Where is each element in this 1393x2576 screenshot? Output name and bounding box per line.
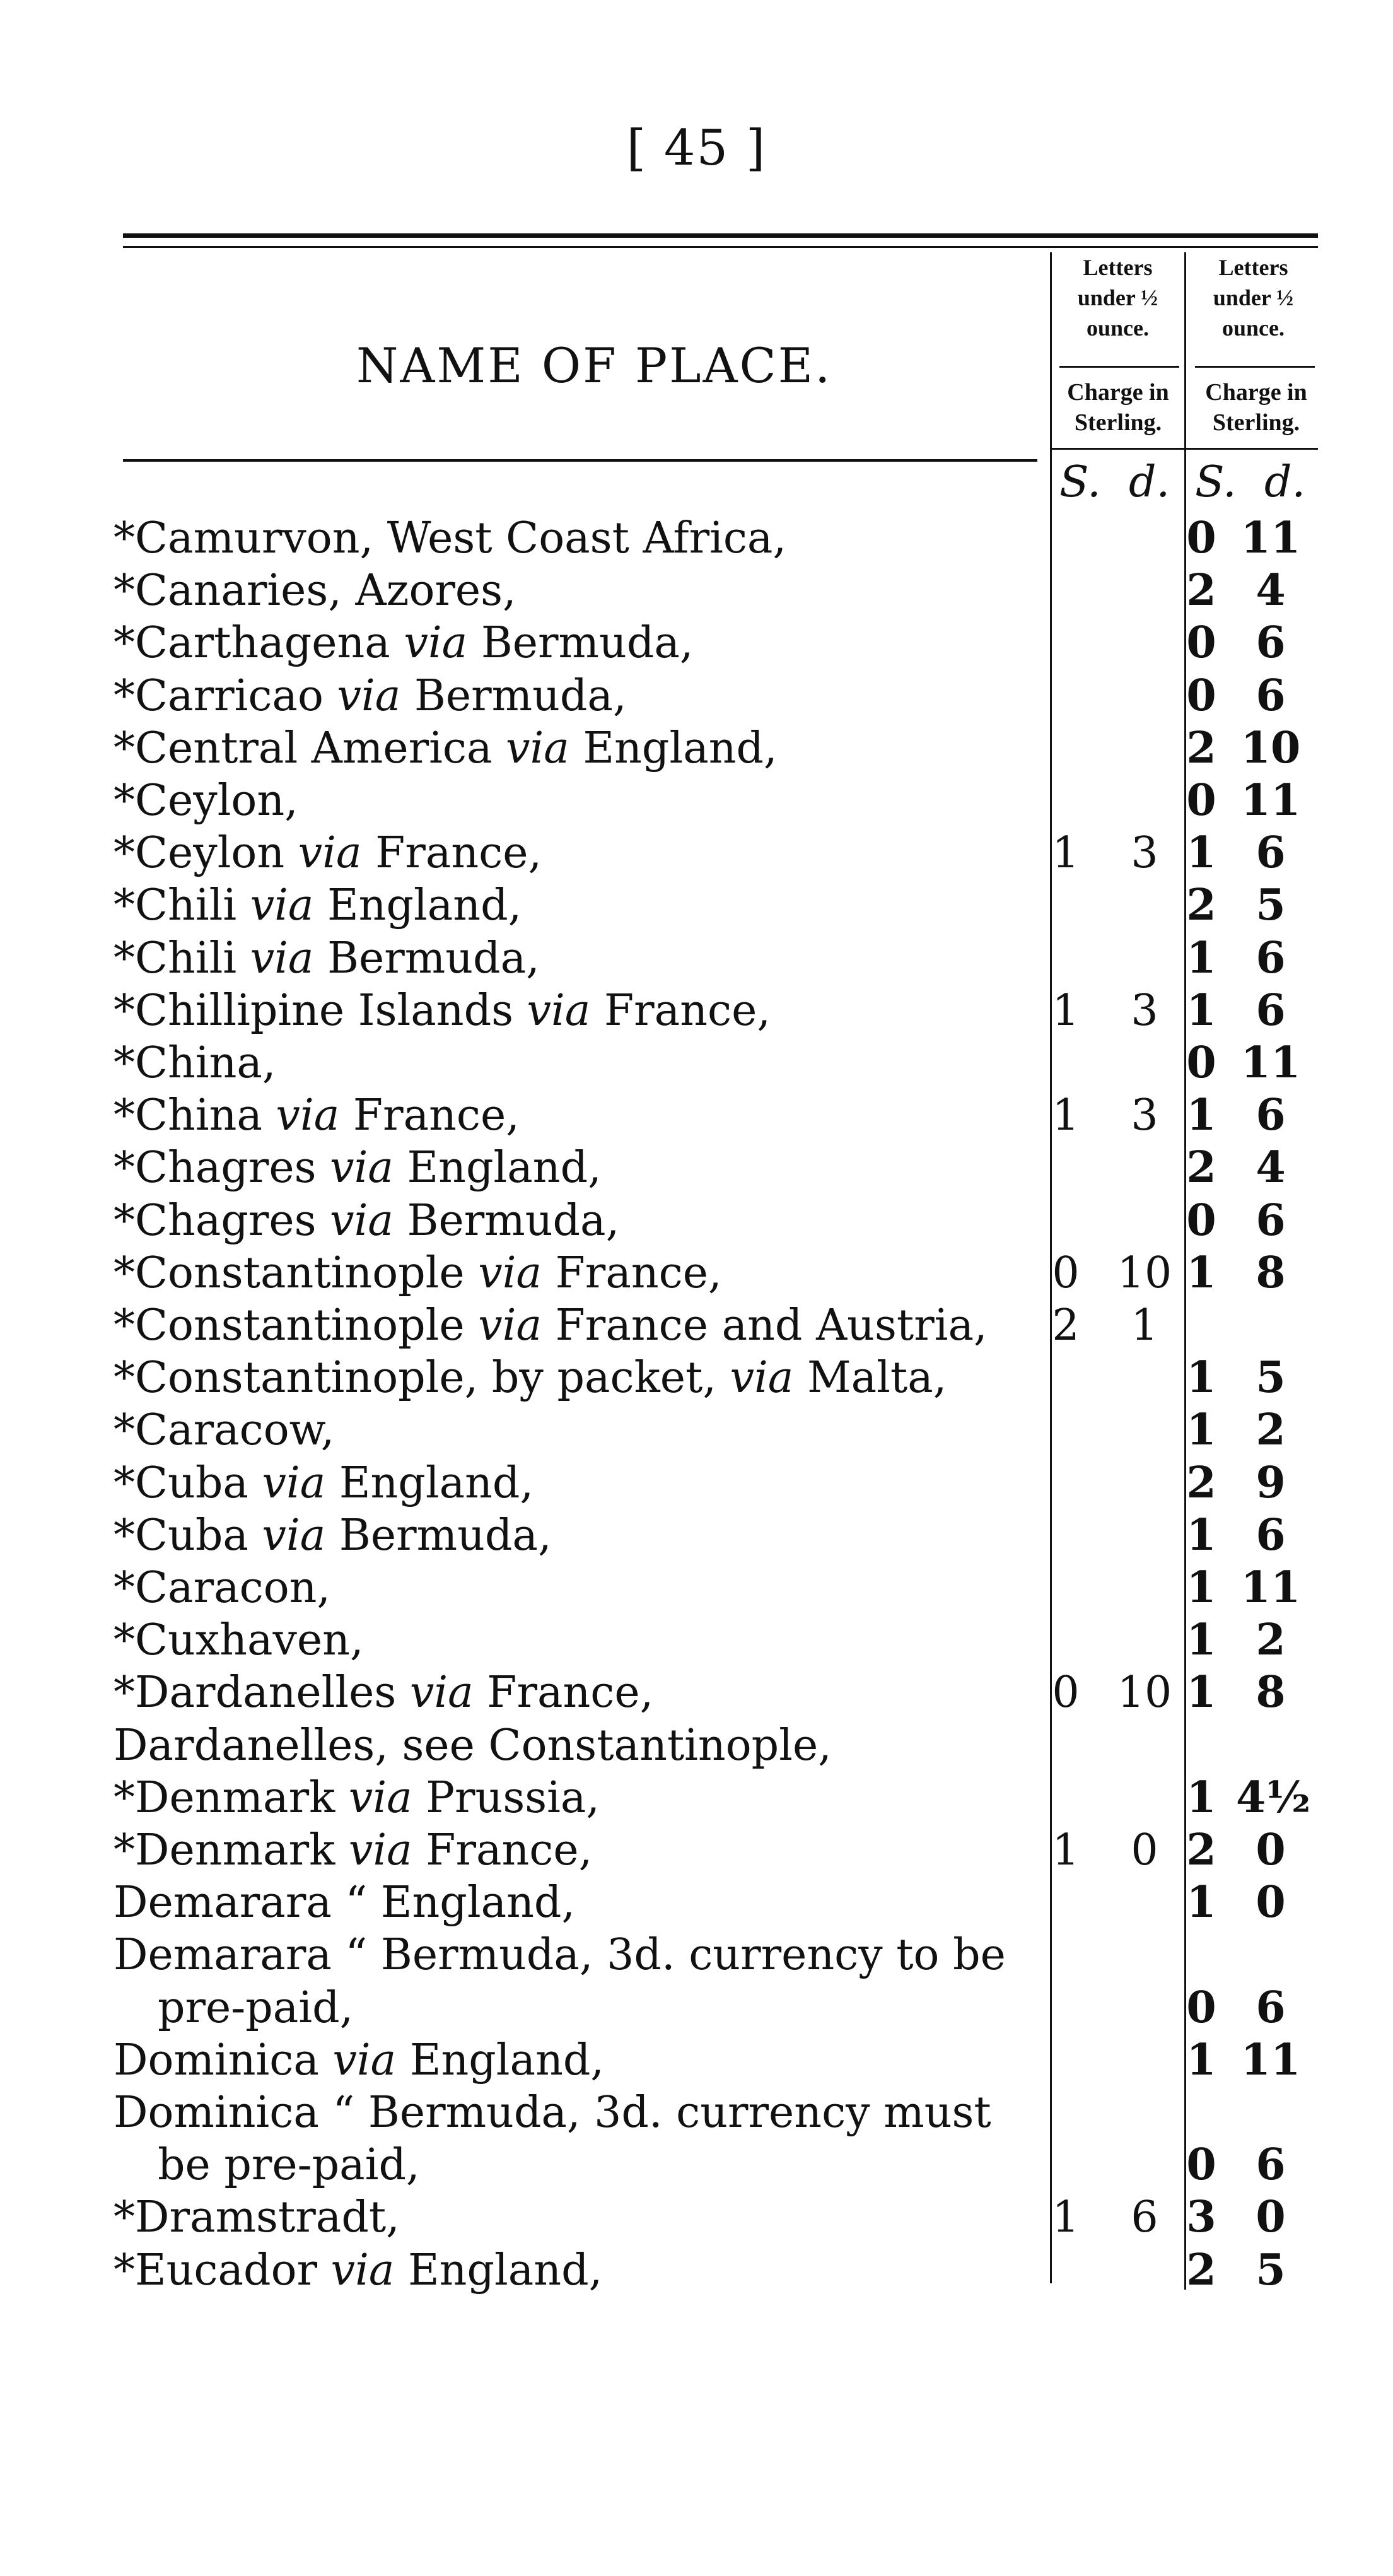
table-row <box>0 2139 1393 2191</box>
charge2-shillings: 2 <box>1186 2244 1216 2295</box>
charge1-shillings: 0 <box>1052 1668 1080 1718</box>
charge2-shillings: 2 <box>1186 880 1216 931</box>
table-row <box>0 2191 1393 2244</box>
table-row <box>0 1614 1393 1666</box>
charge2-pence: 0 <box>1256 1825 1286 1875</box>
via-word: via <box>276 1091 340 1141</box>
place-name: *Carricao via Bermuda, <box>114 670 627 721</box>
charge2-pence: 2 <box>1256 1405 1286 1456</box>
charge2-shillings: 0 <box>1186 618 1216 669</box>
charge2-pence: 8 <box>1256 1667 1286 1718</box>
charge2-shillings: 1 <box>1186 932 1216 983</box>
table-row <box>0 1982 1393 2034</box>
charge2-pence: 6 <box>1256 1195 1286 1246</box>
charge2-pence: 8 <box>1256 1247 1286 1298</box>
place-name: *Cuba via England, <box>114 1458 534 1508</box>
col2-units-rule <box>1186 448 1318 450</box>
place-name: *Carthagena via Bermuda, <box>114 618 694 669</box>
table-row <box>0 722 1393 775</box>
charge2-shillings: 1 <box>1186 1352 1216 1403</box>
place-name: *Central America via England, <box>114 723 778 773</box>
via-word: via <box>404 618 468 669</box>
charge2-pence: 11 <box>1240 1038 1301 1088</box>
charge2-shillings: 1 <box>1186 985 1216 1036</box>
charge2-pence: 5 <box>1256 880 1286 931</box>
charge2-pence: 11 <box>1240 2034 1301 2085</box>
via-word: via <box>262 1458 326 1508</box>
charge2-pence: 6 <box>1256 932 1286 983</box>
col1-unit-shillings: S. <box>1059 457 1101 507</box>
charge2-pence: 11 <box>1240 775 1301 826</box>
charge2-pence: 6 <box>1256 2140 1286 2191</box>
place-name: Dominica via England, <box>114 2035 605 2085</box>
place-name: pre-paid, <box>158 1982 354 2033</box>
col1-header-bottom-text: Charge in Sterling. <box>1067 379 1169 436</box>
place-name: *Cuba via Bermuda, <box>114 1510 552 1560</box>
place-name: *Chillipine Islands via France, <box>114 985 771 1036</box>
col2-header-top-text: Letters under ½ ounce. <box>1213 255 1294 341</box>
charge1-shillings: 2 <box>1052 1301 1080 1350</box>
via-word: via <box>348 1772 412 1823</box>
place-name: *Chagres via Bermuda, <box>114 1195 620 1246</box>
charge2-pence: 9 <box>1256 1457 1286 1508</box>
col2-header-rule <box>1195 366 1315 368</box>
charge2-pence: 0 <box>1256 1877 1286 1928</box>
place-name: *Denmark via Prussia, <box>114 1772 600 1823</box>
place-name: *Chagres via England, <box>114 1143 602 1193</box>
via-word: via <box>250 933 314 983</box>
table-row <box>0 1089 1393 1142</box>
col1-unit-pence: d. <box>1129 457 1170 507</box>
place-name: *Dramstradt, <box>114 2193 400 2243</box>
charge1-pence: 6 <box>1131 2193 1158 2243</box>
table-row <box>0 1195 1393 1247</box>
place-name: *Cuxhaven, <box>114 1615 364 1666</box>
via-word: via <box>337 670 401 721</box>
charge2-shillings: 0 <box>1186 670 1216 721</box>
col1-header-top <box>1053 252 1182 343</box>
col1-header-top-text: Letters under ½ ounce. <box>1077 255 1158 341</box>
charge2-shillings: 0 <box>1186 513 1216 563</box>
place-name: *Canaries, Azores, <box>114 566 516 616</box>
table-row <box>0 1824 1393 1876</box>
charge2-shillings: 1 <box>1186 2034 1216 2085</box>
table-row <box>0 1509 1393 1562</box>
via-word: via <box>250 881 314 931</box>
top-rule-thick <box>123 233 1318 238</box>
table-row <box>0 1299 1393 1352</box>
charge2-pence: 0 <box>1256 2192 1286 2243</box>
charge2-pence: 6 <box>1256 985 1286 1036</box>
charge2-shillings: 1 <box>1186 1772 1216 1823</box>
charge2-shillings: 2 <box>1186 1825 1216 1875</box>
charge2-shillings: 0 <box>1186 2140 1216 2191</box>
table-row <box>0 1142 1393 1194</box>
place-name: *Dardanelles via France, <box>114 1668 654 1718</box>
charge2-shillings: 2 <box>1186 722 1216 773</box>
col2-unit-shillings: S. <box>1195 457 1237 507</box>
charge2-shillings: 1 <box>1186 1667 1216 1718</box>
page-number: [ 45 ] <box>626 120 767 177</box>
charge2-pence: 5 <box>1256 1352 1286 1403</box>
charge1-pence: 0 <box>1131 1825 1158 1875</box>
charge2-shillings: 1 <box>1186 1562 1216 1613</box>
column-title-name-of-place: NAME OF PLACE. <box>356 337 832 394</box>
charge2-pence: 6 <box>1256 828 1286 879</box>
charge1-pence: 10 <box>1117 1248 1172 1298</box>
charge2-pence: 2 <box>1256 1615 1286 1666</box>
charge2-shillings: 1 <box>1186 1877 1216 1928</box>
table-row <box>0 1352 1393 1404</box>
charge1-shillings: 1 <box>1052 2193 1080 2243</box>
place-name: *Ceylon via France, <box>114 828 542 879</box>
col2-header-bottom-text: Charge in Sterling. <box>1205 379 1307 436</box>
charge2-pence: 4 <box>1256 565 1286 616</box>
place-name: *China, <box>114 1038 276 1088</box>
charge2-pence: 6 <box>1256 1090 1286 1141</box>
table-row <box>0 617 1393 669</box>
col2-header-top <box>1189 252 1318 343</box>
via-word: via <box>330 1143 393 1193</box>
charge2-shillings: 2 <box>1186 1457 1216 1508</box>
place-name: Demarara “ England, <box>114 1878 576 1928</box>
charge1-shillings: 1 <box>1052 828 1080 879</box>
charge1-shillings: 0 <box>1052 1248 1080 1298</box>
place-name: *Constantinople via France, <box>114 1248 722 1298</box>
charge1-pence: 3 <box>1131 828 1158 879</box>
col1-header-bottom <box>1052 377 1184 438</box>
via-word: via <box>527 985 591 1036</box>
table-row <box>0 1457 1393 1509</box>
col1-units-rule <box>1050 448 1186 450</box>
place-name: *Eucador via England, <box>114 2245 603 2295</box>
via-word: via <box>478 1248 542 1298</box>
charge2-pence: 4 <box>1256 1142 1286 1193</box>
col1-header-rule <box>1059 366 1179 368</box>
charge2-pence: 5 <box>1256 2244 1286 2295</box>
place-name: *Caracon, <box>114 1563 331 1613</box>
table-row <box>0 1772 1393 1824</box>
charge2-pence: 6 <box>1256 670 1286 721</box>
charge2-shillings: 1 <box>1186 828 1216 879</box>
charge2-pence: 6 <box>1256 1509 1286 1560</box>
via-word: via <box>409 1668 474 1718</box>
table-row <box>0 1037 1393 1089</box>
charge2-shillings: 3 <box>1186 2192 1216 2243</box>
charge1-shillings: 1 <box>1052 1091 1080 1141</box>
charge1-pence: 1 <box>1131 1301 1158 1350</box>
table-row <box>0 565 1393 617</box>
place-name: *Denmark via France, <box>114 1825 593 1875</box>
charge2-shillings: 0 <box>1186 1982 1216 2033</box>
charge2-shillings: 1 <box>1186 1615 1216 1666</box>
place-name: *Camurvon, West Coast Africa, <box>114 513 787 563</box>
charge2-pence: 11 <box>1240 1562 1301 1613</box>
col2-header-bottom <box>1187 377 1326 438</box>
charge1-pence: 3 <box>1131 1091 1158 1141</box>
place-name: *Caracow, <box>114 1405 335 1456</box>
charge2-shillings: 1 <box>1186 1405 1216 1456</box>
place-name: *Chili via Bermuda, <box>114 933 540 983</box>
via-word: via <box>262 1510 326 1560</box>
charge2-shillings: 2 <box>1186 1142 1216 1193</box>
place-name: *Constantinople via France and Austria, <box>114 1301 988 1350</box>
place-name: *Ceylon, <box>114 776 298 826</box>
col2-unit-pence: d. <box>1264 457 1306 507</box>
place-name: *Chili via England, <box>114 881 522 931</box>
table-row <box>0 1876 1393 1929</box>
via-word: via <box>730 1353 794 1403</box>
table-row <box>0 1247 1393 1299</box>
table-row <box>0 1929 1393 1981</box>
table-row <box>0 670 1393 722</box>
charge2-shillings: 1 <box>1186 1247 1216 1298</box>
charge2-pence: 4½ <box>1236 1772 1311 1823</box>
charge2-shillings: 0 <box>1186 775 1216 826</box>
charge2-pence: 6 <box>1256 618 1286 669</box>
table-row <box>0 2244 1393 2297</box>
charge1-pence: 3 <box>1131 985 1158 1036</box>
via-word: via <box>332 2035 397 2085</box>
table-row <box>0 879 1393 932</box>
place-name: Dominica “ Bermuda, 3d. currency must <box>114 2088 991 2138</box>
charge2-pence: 10 <box>1240 722 1301 773</box>
charge2-shillings: 0 <box>1186 1195 1216 1246</box>
via-word: via <box>298 828 362 879</box>
place-name: Dardanelles, see Constantinople, <box>114 1720 832 1771</box>
via-word: via <box>330 2245 395 2295</box>
charge1-shillings: 1 <box>1052 985 1080 1036</box>
via-word: via <box>330 1195 393 1246</box>
charge2-pence: 6 <box>1256 1982 1286 2033</box>
via-word: via <box>478 1301 542 1350</box>
place-name: Demarara “ Bermuda, 3d. currency to be <box>114 1930 1006 1981</box>
table-row <box>0 1404 1393 1456</box>
charge2-pence: 11 <box>1240 513 1301 563</box>
charge2-shillings: 1 <box>1186 1509 1216 1560</box>
header-divider-rule <box>123 459 1037 462</box>
charge1-shillings: 1 <box>1052 1825 1080 1875</box>
table-row <box>0 985 1393 1037</box>
table-row <box>0 512 1393 565</box>
table-row <box>0 1562 1393 1614</box>
charge2-shillings: 0 <box>1186 1038 1216 1088</box>
place-name: *Constantinople, by packet, via Malta, <box>114 1353 947 1403</box>
charge2-shillings: 2 <box>1186 565 1216 616</box>
table-row <box>0 827 1393 879</box>
via-word: via <box>506 723 569 773</box>
place-name: be pre-paid, <box>158 2140 420 2191</box>
charge2-shillings: 1 <box>1186 1090 1216 1141</box>
charge1-pence: 10 <box>1117 1668 1172 1718</box>
place-name: *China via France, <box>114 1091 520 1141</box>
table-row <box>0 2034 1393 2087</box>
table-row <box>0 1719 1393 1772</box>
table-row <box>0 2087 1393 2139</box>
table-row <box>0 932 1393 985</box>
top-rule-thin <box>123 246 1318 248</box>
table-row <box>0 1666 1393 1719</box>
table-row <box>0 775 1393 827</box>
via-word: via <box>348 1825 412 1875</box>
